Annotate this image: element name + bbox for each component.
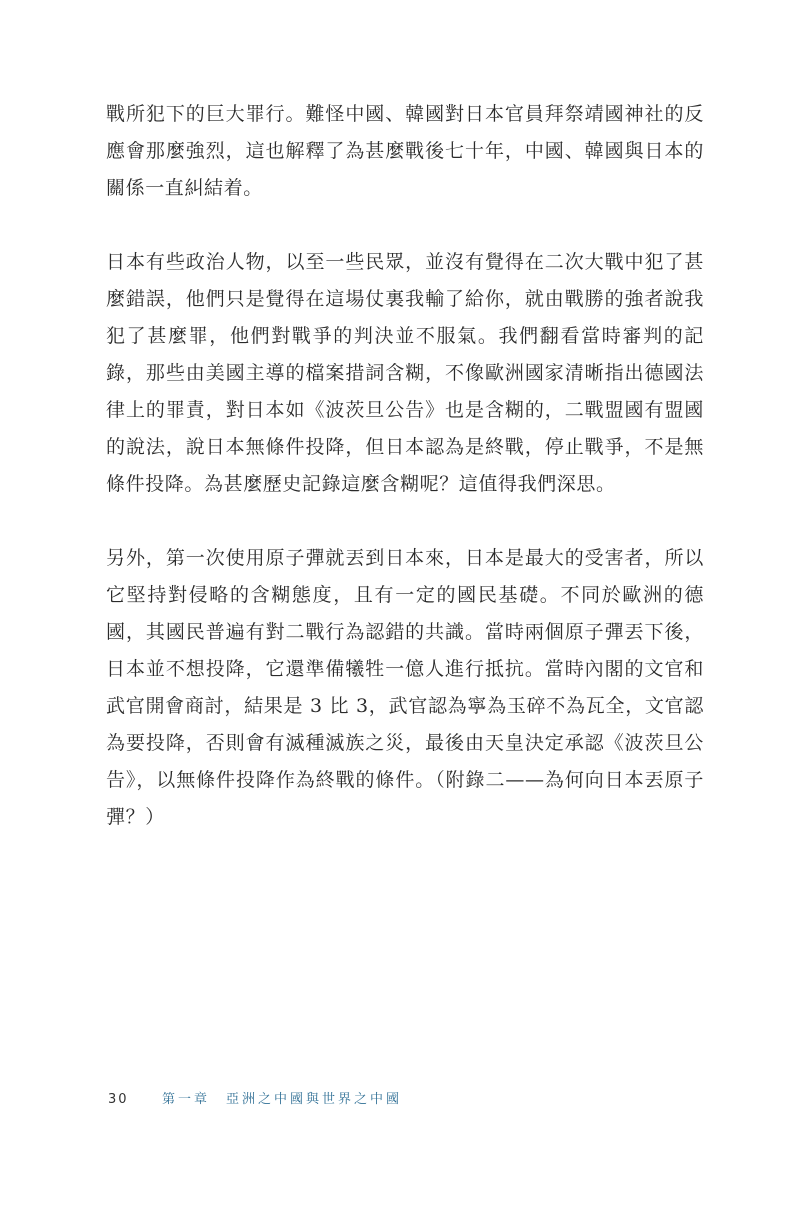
page-footer bbox=[108, 1090, 402, 1110]
page-number: 30 bbox=[108, 1092, 129, 1107]
body-text bbox=[106, 96, 704, 836]
running-chapter-title: 第一章 亞洲之中國與世界之中國 bbox=[162, 1092, 403, 1107]
paragraph-1: 戰所犯下的巨大罪行。難怪中國、韓國對日本官員拜祭靖國神社的反應會那麼強烈，這也解釋了為甚麼戰後七十年，中國、韓國與日本的關係一直糾結着。 bbox=[106, 103, 704, 199]
paragraph-3: 另外，第一次使用原子彈就丟到日本來，日本是最大的受害者，所以它堅持對侵略的含糊態度，且有一定的國民基礎。不同於歐洲的德國，其國民普遍有對二戰行為認錯的共識。當時兩個原子彈丟下後，日本並不想投降，它還準備犧牲一億人進行抵抗。當時內閣的文官和武官開會商討，結果是 3 比 3，武官認為寧為玉碎不為瓦全，文官認為要投降，否則會有滅種滅族之災，最後由天皇決定承認《波茨旦公告》，以無條件投降作為終戰的條件。（附錄二——為何向日本丟原子彈？） bbox=[106, 547, 704, 828]
paragraph-2: 日本有些政治人物，以至一些民眾，並沒有覺得在二次大戰中犯了甚麼錯誤，他們只是覺得在這場仗裏我輸了給你，就由戰勝的強者說我犯了甚麼罪，他們對戰爭的判決並不服氣。我們翻看當時審判的記錄，那些由美國主導的檔案措詞含糊，不像歐洲國家清晰指出德國法律上的罪責，對日本如《波茨旦公告》也是含糊的，二戰盟國有盟國的說法，說日本無條件投降，但日本認為是終戰，停止戰爭，不是無條件投降。為甚麼歷史記錄這麼含糊呢？這值得我們深思。 bbox=[106, 251, 704, 495]
